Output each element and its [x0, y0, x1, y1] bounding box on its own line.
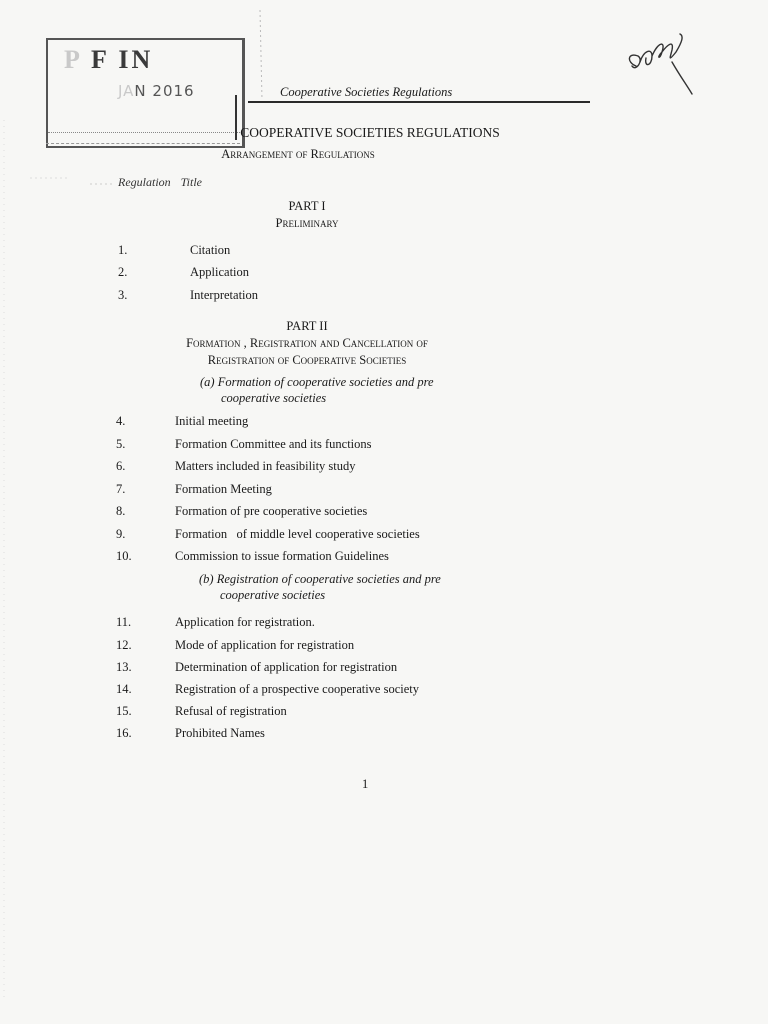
regulation-title: Interpretation [190, 288, 259, 302]
section-b-line-1: (b) Registration of cooperative societies and pre [199, 572, 441, 586]
section-b-line-2: cooperative societies [220, 588, 326, 602]
regulation-number: 6. [116, 459, 126, 473]
regulation-number: 9. [116, 527, 126, 541]
regulation-title: Determination of application for registration [175, 660, 398, 674]
regulation-title: Formation of middle level cooperative societies [175, 527, 420, 541]
header-rule [248, 101, 590, 103]
stamp-heading [64, 45, 153, 75]
running-head: Cooperative Societies Regulations [280, 85, 453, 99]
regulation-title: Mode of application for registration [175, 638, 355, 652]
regulation-title: Matters included in feasibility study [175, 459, 356, 473]
stamp-date [118, 82, 195, 100]
part-2-name-line-1: Formation , Registration and Cancellation of [186, 336, 428, 350]
regulation-title: Prohibited Names [175, 726, 265, 740]
regulation-number: 15. [116, 704, 132, 718]
stamp-heading-dark: F IN [90, 45, 154, 74]
regulation-number: 10. [116, 549, 132, 563]
regulation-number: 2. [118, 265, 128, 279]
part-1-label: PART I [288, 199, 326, 213]
part-2-heading [0, 318, 614, 369]
column-heading-title: Title [180, 175, 203, 189]
regulation-title: Formation Meeting [175, 482, 272, 496]
regulation-title: Formation Committee and its functions [175, 437, 372, 451]
regulation-number: 3. [118, 288, 128, 302]
stamp-heading-faint: P [64, 45, 91, 74]
section-a-heading [200, 374, 434, 406]
part-1-heading [0, 198, 614, 232]
section-b-heading [199, 571, 441, 603]
document-subtitle: Arrangement of Regulations [221, 147, 375, 161]
document-title [0, 125, 740, 141]
document-title-text: COOPERATIVE SOCIETIES REGULATIONS [240, 125, 500, 140]
regulation-title: Application [190, 265, 250, 279]
part-2-name-line-2: Registration of Cooperative Societies [207, 353, 407, 367]
regulation-title: Initial meeting [175, 414, 249, 428]
regulation-number: 8. [116, 504, 126, 518]
part-1-name: Preliminary [275, 216, 339, 230]
regulation-number: 4. [116, 414, 126, 428]
stamp-dash-line [46, 143, 240, 144]
regulation-number: 11. [116, 615, 132, 629]
part-2-label: PART II [286, 319, 328, 333]
regulation-title: Commission to issue formation Guidelines [175, 549, 389, 563]
section-a-line-1: (a) Formation of cooperative societies and pre [200, 375, 434, 389]
section-a-line-2: cooperative societies [221, 391, 327, 405]
regulation-title: Application for registration. [175, 615, 315, 629]
regulation-number: 12. [116, 638, 132, 652]
regulation-title: Citation [190, 243, 231, 257]
page-number: 1 [362, 777, 369, 791]
regulation-title: Registration of a prospective cooperative society [175, 682, 420, 696]
stamp-date-faint: JA [118, 82, 135, 100]
regulation-number: 14. [116, 682, 132, 696]
regulation-number: 5. [116, 437, 126, 451]
regulation-number: 16. [116, 726, 132, 740]
column-headings [118, 175, 202, 190]
stamp-date-dark: N 2016 [134, 82, 195, 100]
regulation-number: 1. [118, 243, 128, 257]
regulation-title: Refusal of registration [175, 704, 287, 718]
regulation-number: 13. [116, 660, 132, 674]
column-heading-regulation: Regulation [118, 175, 171, 189]
regulation-title: Formation of pre cooperative societies [175, 504, 368, 518]
regulation-number: 7. [116, 482, 126, 496]
handwritten-signature [622, 22, 702, 102]
